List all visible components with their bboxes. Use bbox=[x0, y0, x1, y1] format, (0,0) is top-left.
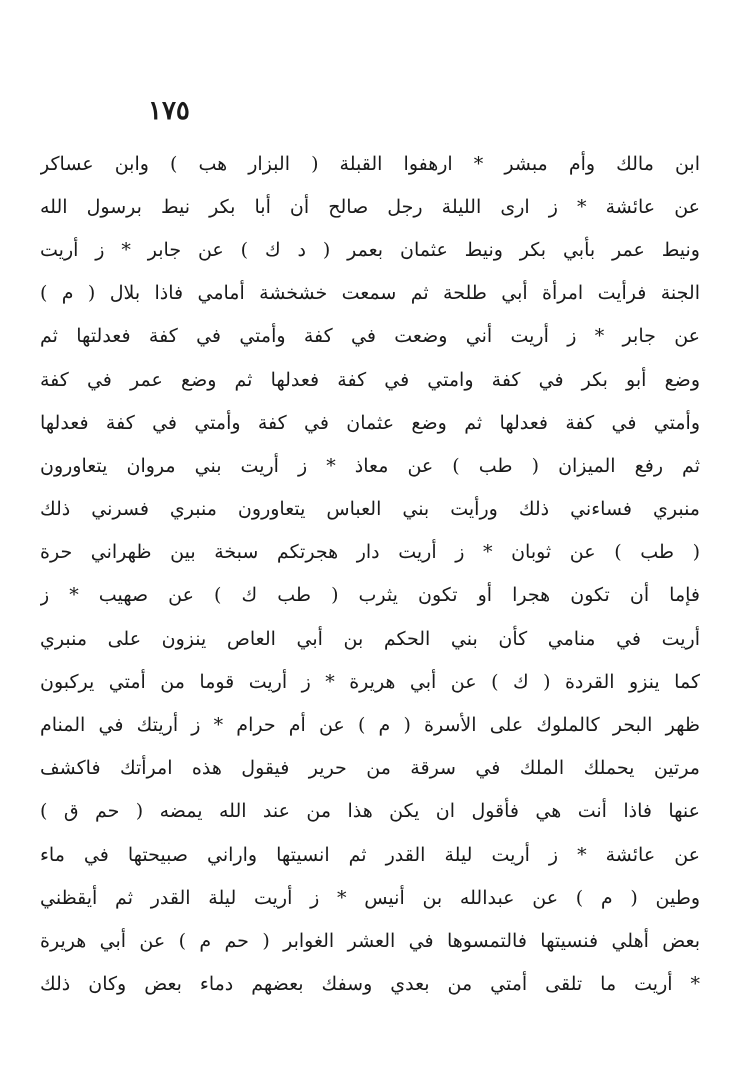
text-line: أریت في منامي کأن بني الحکم بن أبي العاص ینزون على منبري bbox=[40, 627, 700, 650]
text-line: ( طب ) عن ثوبان * ز أریت دار هجرتکم سبخة بین ظهراني حرة bbox=[40, 541, 700, 564]
text-body bbox=[40, 142, 700, 1006]
text-line: منبري فساءني ذلك ورأیت بني العباس یتعاورون منبري فسرني ذلك bbox=[40, 498, 700, 521]
page-number: ١٧٥ bbox=[148, 96, 190, 126]
text-line: کما ینزو القردة ( ك ) عن أبي هریرة * ز أریت قوما من أمتي یرکبون bbox=[40, 670, 700, 693]
text-line: * أریت ما تلقی أمتي من بعدي وسفك بعضهم دماء بعض وکان ذلك bbox=[40, 973, 700, 996]
text-line: وأمتي في کفة فعدلها ثم وضع عثمان في کفة وأمتي في کفة فعدلها bbox=[40, 411, 700, 434]
text-line: الجنة فرأیت امرأة أبي طلحة ثم سمعت خشخشة أمامي فاذا بلال ( م ) bbox=[40, 282, 700, 305]
text-line: مرتین یحملك الملك في سرقة من حریر فیقول هذه امرأتك فاکشف bbox=[40, 757, 700, 780]
text-line: عن عائشة * ز أریت لیلة القدر ثم انسیتها واراني صبیحتها في ماء bbox=[40, 843, 700, 866]
text-line: ظهر البحر کالملوك على الأسرة ( م ) عن أم حرام * ز أریتك في المنام bbox=[40, 714, 700, 737]
text-line: وطین ( م ) عن عبدالله بن أنیس * ز أریت لیلة القدر ثم أیقظني bbox=[40, 886, 700, 909]
text-line: وضع أبو بکر في کفة وامتي في کفة فعدلها ثم وضع عمر في کفة bbox=[40, 368, 700, 391]
text-line: فإما أن تکون هجرا أو تکون یثرب ( طب ك ) عن صهیب * ز bbox=[40, 584, 700, 607]
text-line: عنها فاذا أنت هي فأقول ان یکن هذا من عند الله یمضه ( حم ق ) bbox=[40, 800, 700, 823]
text-line: ابن مالك وأم مبشر * ارهفوا القبلة ( البزار هب ) وابن عساكر bbox=[40, 152, 700, 175]
text-line: ونیط عمر بأبي بکر ونیط عثمان بعمر ( د ك ) عن جابر * ز أریت bbox=[40, 238, 700, 261]
text-line: عن جابر * ز أریت أني وضعت في کفة وأمتي في کفة فعدلتها ثم bbox=[40, 325, 700, 348]
text-line: عن عائشة * ز اری اللیلة رجل صالح أن أبا بکر نیط برسول الله bbox=[40, 195, 700, 218]
text-line: بعض أهلي فنسیتها فالتمسوها في العشر الغوابر ( حم م ) عن أبي هریرة bbox=[40, 929, 700, 952]
text-line: ثم رفع المیزان ( طب ) عن معاذ * ز أریت بني مروان یتعاورون bbox=[40, 454, 700, 477]
